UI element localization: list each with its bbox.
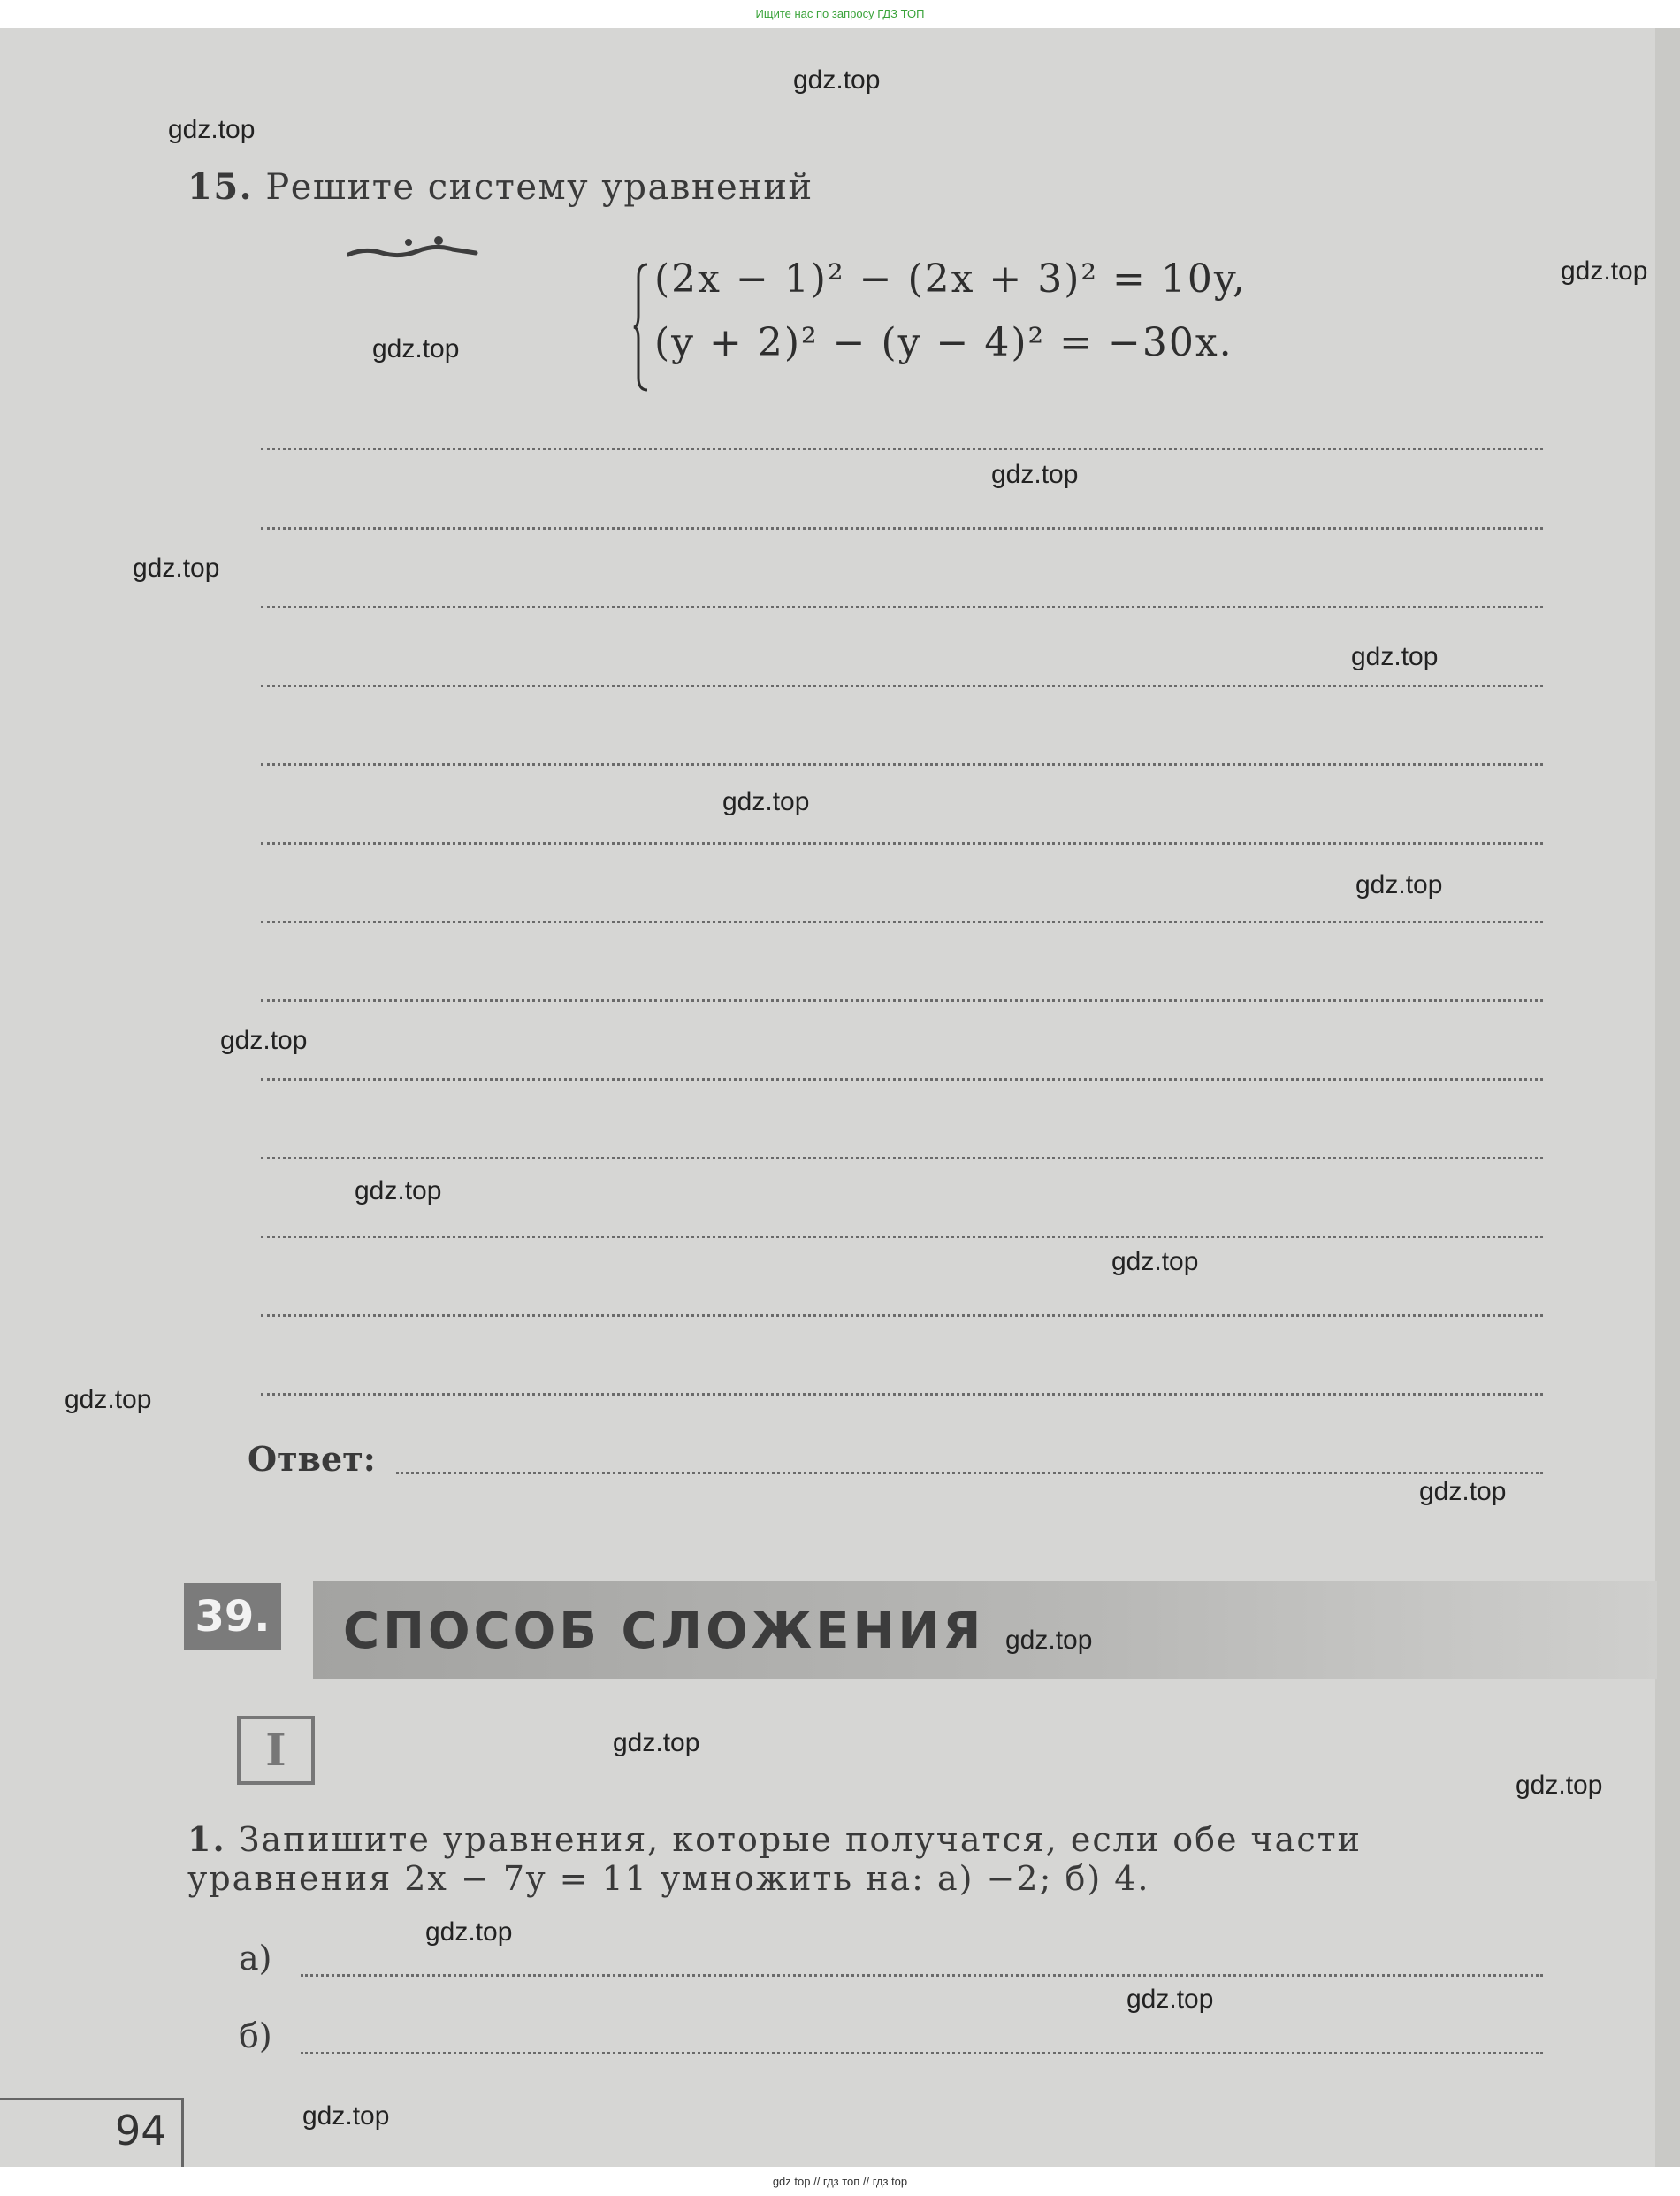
writing-line-10[interactable] (261, 1157, 1543, 1159)
writing-line-8[interactable] (261, 999, 1543, 1002)
task-1-text-block (187, 1820, 1549, 1898)
workbook-page (0, 28, 1680, 2167)
watermark: gdz.top (1351, 642, 1439, 671)
page-edge-shadow (1655, 28, 1680, 2167)
subtask-a-line[interactable] (301, 1974, 1543, 1977)
writing-line-4[interactable] (261, 685, 1543, 687)
watermark: gdz.top (991, 460, 1079, 489)
watermark: gdz.top (1005, 1626, 1093, 1655)
writing-line-1[interactable] (261, 448, 1543, 450)
watermark: gdz.top (372, 334, 460, 363)
writing-line-3[interactable] (261, 606, 1543, 608)
watermark: gdz.top (613, 1728, 700, 1757)
task-15-number: 15. (187, 166, 254, 208)
writing-line-13[interactable] (261, 1393, 1543, 1396)
ink-blot-icon (347, 235, 479, 262)
watermark: gdz.top (1419, 1477, 1507, 1506)
task-1-number: 1. (187, 1819, 226, 1859)
watermark: gdz.top (1126, 1985, 1214, 2014)
subtask-b-label: б) (239, 2016, 272, 2055)
writing-line-12[interactable] (261, 1314, 1543, 1317)
writing-line-9[interactable] (261, 1078, 1543, 1081)
watermark: gdz.top (65, 1385, 152, 1414)
subtask-b-line[interactable] (301, 2052, 1543, 2054)
section-number: 39. (184, 1583, 281, 1650)
equation-1: (2x − 1)² − (2x + 3)² = 10y, (654, 256, 1247, 302)
task-15-heading (187, 166, 813, 208)
writing-line-11[interactable] (261, 1236, 1543, 1238)
watermark: gdz.top (793, 65, 881, 95)
watermark: gdz.top (302, 2101, 390, 2131)
subtask-a-label: а) (239, 1939, 272, 1978)
writing-line-7[interactable] (261, 921, 1543, 923)
system-brace-icon (633, 261, 649, 394)
watermark: gdz.top (1516, 1771, 1603, 1800)
watermark: gdz.top (168, 115, 256, 144)
bottom-banner[interactable]: gdz top // гдз топ // гдз top (772, 2175, 908, 2188)
answer-label: Ответ: (248, 1439, 376, 1479)
difficulty-level-badge: I (237, 1716, 315, 1785)
watermark: gdz.top (355, 1176, 442, 1205)
watermark: gdz.top (425, 1917, 513, 1947)
task-1-text: Запишите уравнения, которые получатся, если обе части уравнения 2x − 7y = 11 умножить на: а) −2; б) 4. (187, 1820, 1362, 1898)
watermark: gdz.top (1355, 870, 1443, 899)
watermark: gdz.top (1561, 256, 1648, 286)
watermark: gdz.top (1111, 1247, 1199, 1276)
watermark: gdz.top (133, 554, 220, 583)
answer-line[interactable] (396, 1472, 1543, 1474)
section-title: СПОСОБ СЛОЖЕНИЯ (343, 1603, 985, 1660)
writing-line-5[interactable] (261, 763, 1543, 766)
task-15-title: Решите систему уравнений (265, 167, 813, 208)
top-banner[interactable]: Ищите нас по запросу ГДЗ ТОП (755, 7, 925, 20)
equation-2: (y + 2)² − (y − 4)² = −30x. (654, 320, 1233, 365)
watermark: gdz.top (722, 787, 810, 816)
watermark: gdz.top (220, 1026, 308, 1055)
page-number: 94 (115, 2107, 167, 2154)
writing-line-6[interactable] (261, 842, 1543, 845)
writing-line-2[interactable] (261, 527, 1543, 530)
